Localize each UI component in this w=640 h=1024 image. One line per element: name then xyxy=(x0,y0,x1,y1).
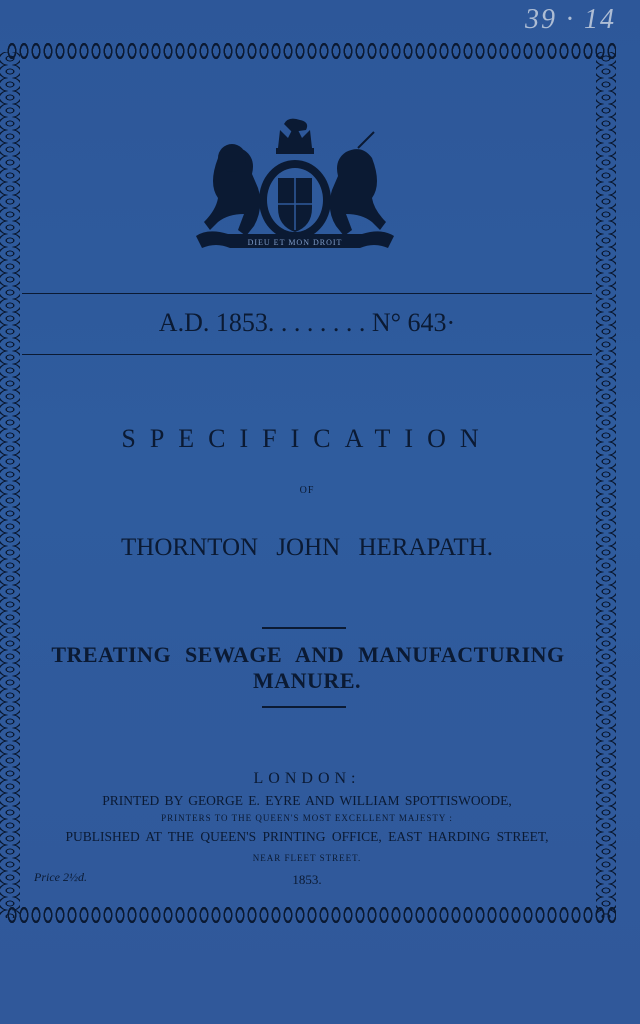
decorative-border-top xyxy=(6,40,616,62)
imprint-printers: PRINTERS TO THE QUEEN'S MOST EXCELLENT MAJESTY : xyxy=(161,813,453,823)
price-label: Price 2½d. xyxy=(34,870,87,884)
rule-lower xyxy=(22,354,592,355)
short-rule-top xyxy=(262,627,346,629)
invention-title-line2: MANURE. xyxy=(253,668,361,693)
patent-year: A.D. 1853. . . . . . . . xyxy=(158,308,366,337)
short-rule-bottom xyxy=(262,706,346,708)
imprint-published: PUBLISHED AT THE QUEEN'S PRINTING OFFICE, EAST HARDING STREET, xyxy=(65,829,549,844)
patent-year-number xyxy=(20,308,594,338)
imprint-year: 1853. xyxy=(292,872,322,887)
royal-coat-of-arms xyxy=(188,118,402,258)
imprint-printed-by: PRINTED BY GEORGE E. EYRE AND WILLIAM SPOTTISWOODE, xyxy=(102,793,512,808)
heading-of: OF xyxy=(299,485,315,496)
patent-number: N° 643· xyxy=(371,308,456,337)
imprint-near: NEAR FLEET STREET. xyxy=(252,853,362,863)
inventor-name: THORNTON JOHN HERAPATH. xyxy=(121,534,493,561)
rule-upper xyxy=(22,293,592,294)
crest-motto: DIEU ET MON DROIT xyxy=(247,238,343,247)
decorative-border-left xyxy=(0,52,20,918)
decorative-border-right xyxy=(596,52,616,918)
handwritten-reference-mark: 39 · 14 xyxy=(525,4,616,35)
imprint-city: LONDON: xyxy=(253,770,361,787)
document-heading: SPECIFICATION xyxy=(121,424,493,453)
decorative-border-bottom xyxy=(6,904,616,926)
invention-title-line1: TREATING SEWAGE AND MANUFACTURING xyxy=(51,642,565,667)
